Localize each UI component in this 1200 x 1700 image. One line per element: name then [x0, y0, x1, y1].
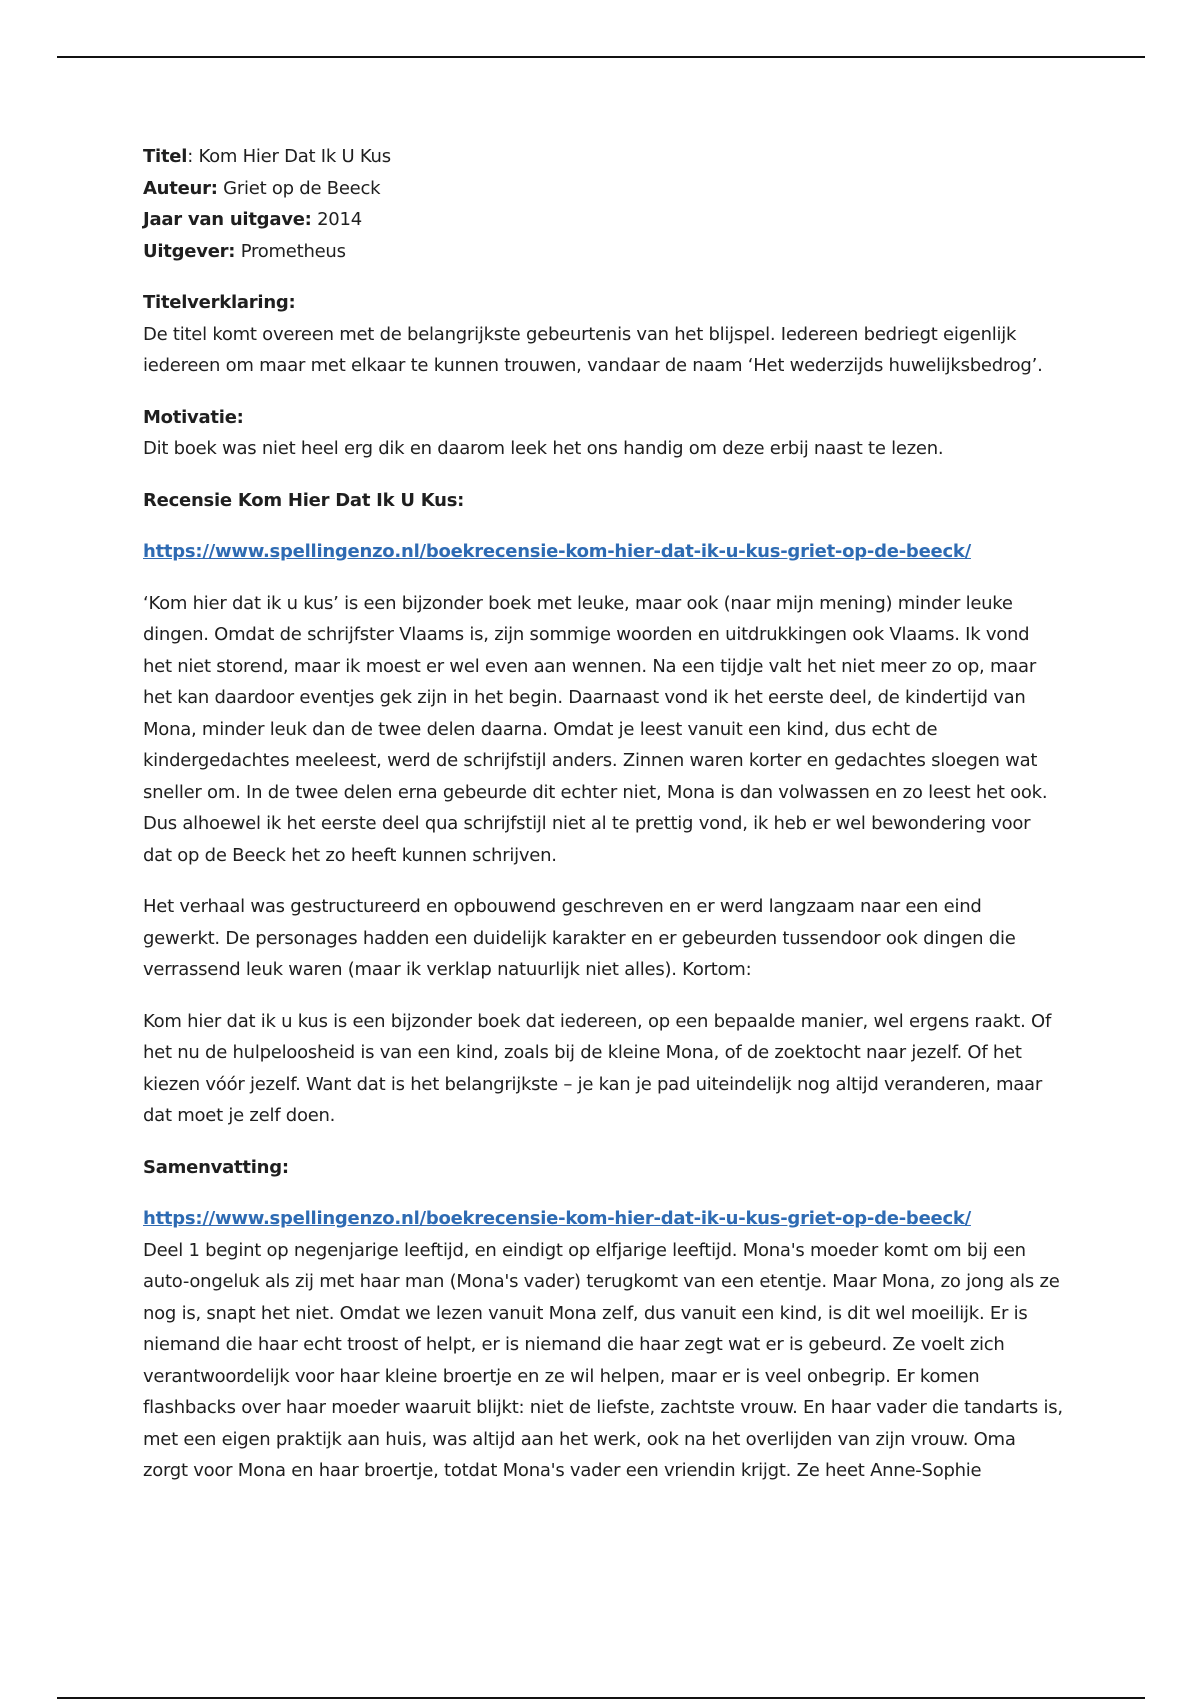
recensie-paragraph: Het verhaal was gestructureerd en opbouwend geschreven en er werd langzaam naar een eind gewerkt. De personages hadden een duidelijk karakter en er gebeurden tussendoor ook dingen die verrassend leuk waren (maar ik verklap natuurlijk niet alles). Kortom:: [143, 896, 1016, 980]
meta-author-value: Griet op de Beeck: [217, 177, 381, 199]
meta-publisher-label: Uitgever:: [143, 240, 236, 262]
meta-year: [143, 204, 1063, 236]
samenvatting-text: Deel 1 begint op negenjarige leeftijd, en eindigt op elfjarige leeftijd. Mona's moeder komt om bij een auto-ongeluk als zij met haar man (Mona's vader) terugkomt van een etentje. Maar Mona, zo jong als ze nog is, snapt het niet. Omdat we lezen vanuit Mona zelf, dus vanuit een kind, is dit wel moeilijk. Er is niemand die haar echt troost of helpt, er is niemand die haar zegt wat er is gebeurd. Ze voelt zich verantwoordelijk voor haar kleine broertje en ze wil helpen, maar er is veel onbegrip. Er komen flashbacks over haar moeder waaruit blijkt: niet de liefste, zachtste vrouw. En haar vader die tandarts is, met een eigen praktijk aan huis, was altijd aan het werk, ook na het overlijden van zijn vrouw. Oma zorgt voor Mona en haar broertje, totdat Mona's vader een vriendin krijgt. Ze heet Anne-Sophie: [143, 1239, 1063, 1481]
meta-author: [143, 173, 1063, 205]
meta-year-label: Jaar van uitgave:: [143, 209, 312, 230]
header-rule: [57, 56, 1145, 58]
meta-title-value: : Kom Hier Dat Ik U Kus: [187, 146, 391, 167]
document-body: [143, 141, 1063, 1487]
section-recensie: [143, 485, 1063, 1132]
meta-publisher-value: Prometheus: [235, 240, 346, 262]
section-motivatie: [143, 402, 1063, 465]
recensie-heading: Recensie Kom Hier Dat Ik U Kus:: [143, 489, 465, 511]
section-titelverklaring: [143, 287, 1063, 382]
samenvatting-link[interactable]: https://www.spellingenzo.nl/boekrecensie-kom-hier-dat-ik-u-kus-griet-op-de-beeck/: [143, 1208, 971, 1229]
recensie-paragraph: Kom hier dat ik u kus is een bijzonder boek dat iedereen, op een bepaalde manier, wel ergens raakt. Of het nu de hulpeloosheid is van een kind, zoals bij de kleine Mona, of de zoektocht naar jezelf. Of het kiezen vóór jezelf. Want dat is het belangrijkste – je kan je pad uiteindelijk nog altijd veranderen, maar dat moet je zelf doen.: [143, 1010, 1052, 1126]
recensie-paragraph: ‘Kom hier dat ik u kus’ is een bijzonder boek met leuke, maar ook (naar mijn mening) minder leuke dingen. Omdat de schrijfster Vlaams is, zijn sommige woorden en uitdrukkingen ook Vlaams. Ik vond het niet storend, maar ik moest er wel even aan wennen. Na een tijdje valt het niet meer zo op, maar het kan daardoor eventjes gek zijn in het begin. Daarnaast vond ik het eerste deel, de kindertijd van Mona, minder leuk dan de twee delen daarna. Omdat je leest vanuit een kind, dus echt de kindergedachtes meeleest, werd de schrijfstijl anders. Zinnen waren korter en gedachtes sloegen wat sneller om. In de twee delen erna gebeurde dit echter niet, Mona is dan volwassen en zo leest het ook. Dus alhoewel ik het eerste deel qua schrijfstijl niet al te prettig vond, ik heb er wel bewondering voor dat op de Beeck het zo heeft kunnen schrijven.: [143, 592, 1048, 866]
meta-author-label: Auteur:: [143, 177, 218, 199]
footer-rule: [57, 1697, 1145, 1699]
motivatie-text: Dit boek was niet heel erg dik en daarom leek het ons handig om deze erbij naast te lezen.: [143, 438, 944, 459]
meta-title: [143, 141, 1063, 173]
motivatie-heading: Motivatie:: [143, 406, 244, 428]
meta-publisher: [143, 236, 1063, 268]
meta-year-value: 2014: [311, 209, 362, 230]
section-samenvatting: [143, 1152, 1063, 1487]
samenvatting-heading: Samenvatting:: [143, 1156, 289, 1178]
titelverklaring-heading: Titelverklaring:: [143, 292, 296, 313]
meta-title-label: Titel: [143, 146, 188, 167]
recensie-link[interactable]: https://www.spellingenzo.nl/boekrecensie-kom-hier-dat-ik-u-kus-griet-op-de-beeck/: [143, 541, 971, 562]
titelverklaring-text: De titel komt overeen met de belangrijkste gebeurtenis van het blijspel. Iedereen bedriegt eigenlijk iedereen om maar met elkaar te kunnen trouwen, vandaar de naam ‘Het wederzijds huwelijksbedrog’.: [143, 323, 1043, 376]
book-metadata: [143, 141, 1063, 267]
